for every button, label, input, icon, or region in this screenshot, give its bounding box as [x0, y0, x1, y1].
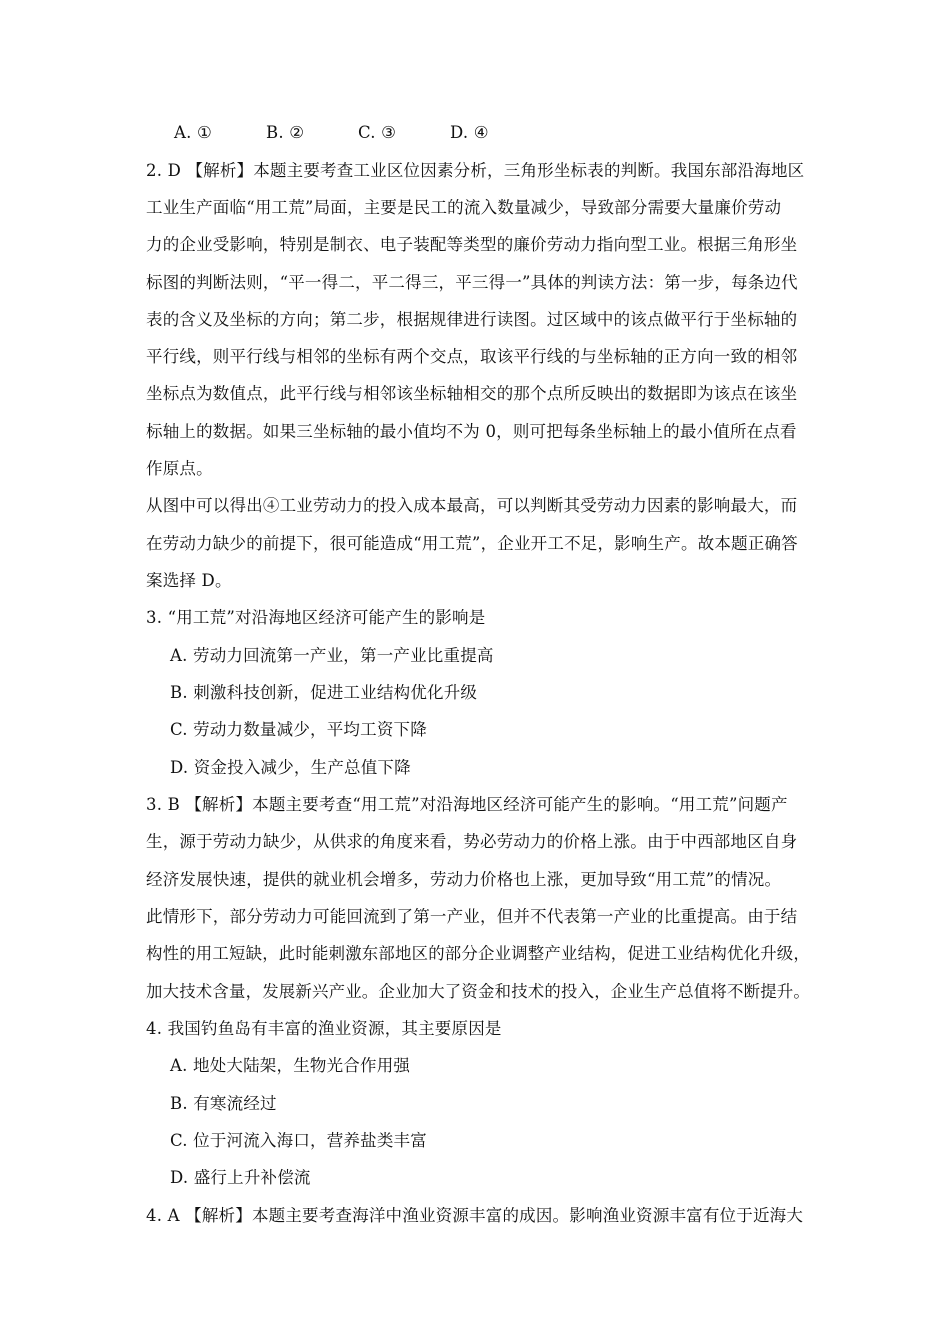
- question4-option-b: B. 有寒流经过: [170, 1094, 277, 1113]
- answer3-line: 加大技术含量，发展新兴产业。企业加大了资金和技术的投入，企业生产总值将不断提升。: [146, 982, 810, 1001]
- question3-option-c: C. 劳动力数量减少，平均工资下降: [170, 720, 427, 739]
- question4-option-d: D. 盛行上升补偿流: [170, 1168, 311, 1187]
- option-a: A. ①: [174, 123, 212, 142]
- answer3-line: 此情形下，部分劳动力可能回流到了第一产业，但并不代表第一产业的比重提高。由于结: [146, 907, 798, 926]
- option-d: D. ④: [450, 123, 489, 142]
- answer2-line: 标轴上的数据。如果三坐标轴的最小值均不为 0，则可把每条坐标轴上的最小值所在点看: [146, 422, 797, 441]
- answer2-line: 坐标点为数值点，此平行线与相邻该坐标轴相交的那个点所反映出的数据即为该点在该坐: [146, 384, 798, 403]
- answer3-line: 构性的用工短缺，此时能刺激东部地区的部分企业调整产业结构，促进工业结构优化升级，: [146, 944, 810, 963]
- answer2-line: 表的含义及坐标的方向；第二步，根据规律进行读图。过区域中的该点做平行于坐标轴的: [146, 310, 798, 329]
- question3-option-d: D. 资金投入减少，生产总值下降: [170, 758, 411, 777]
- question4-stem: 4. 我国钓鱼岛有丰富的渔业资源，其主要原因是: [146, 1019, 502, 1038]
- answer4-line: 4. A 【解析】本题主要考查海洋中渔业资源丰富的成因。影响渔业资源丰富有位于近海大: [146, 1206, 804, 1225]
- answer2-line: 平行线，则平行线与相邻的坐标有两个交点，取该平行线的与坐标轴的正方向一致的相邻: [146, 347, 798, 366]
- answer2-line: 标图的判断法则，“平一得二，平二得三，平三得一”具体的判读方法：第一步，每条边代: [146, 273, 798, 292]
- question4-option-c: C. 位于河流入海口，营养盐类丰富: [170, 1131, 427, 1150]
- answer2-line: 从图中可以得出④工业劳动力的投入成本最高，可以判断其受劳动力因素的影响最大，而: [146, 496, 798, 515]
- option-c: C. ③: [358, 123, 397, 142]
- answer3-line: 生，源于劳动力缺少，从供求的角度来看，势必劳动力的价格上涨。由于中西部地区自身: [146, 832, 798, 851]
- answer2-line: 2. D 【解析】本题主要考查工业区位因素分析，三角形坐标表的判断。我国东部沿海地区: [146, 161, 805, 180]
- question1-options: [174, 122, 838, 144]
- answer2-line: 工业生产面临“用工荒”局面，主要是民工的流入数量减少，导致部分需要大量廉价劳动: [146, 198, 782, 217]
- question4-option-a: A. 地处大陆架，生物光合作用强: [170, 1056, 411, 1075]
- question3-stem: 3. “用工荒”对沿海地区经济可能产生的影响是: [146, 608, 486, 627]
- answer2-line: 案选择 D。: [146, 571, 232, 590]
- answer3-line: 3. B 【解析】本题主要考查“用工荒”对沿海地区经济可能产生的影响。“用工荒”问题产: [146, 795, 788, 814]
- answer2-line: 力的企业受影响，特别是制衣、电子装配等类型的廉价劳动力指向型工业。根据三角形坐: [146, 235, 798, 254]
- answer3-line: 经济发展快速，提供的就业机会增多，劳动力价格也上涨，更加导致“用工荒”的情况。: [146, 870, 782, 889]
- question3-option-b: B. 刺激科技创新，促进工业结构优化升级: [170, 683, 478, 702]
- answer2-line: 作原点。: [146, 459, 213, 478]
- question3-option-a: A. 劳动力回流第一产业，第一产业比重提高: [170, 646, 494, 665]
- answer2-line: 在劳动力缺少的前提下，很可能造成“用工荒”，企业开工不足，影响生产。故本题正确答: [146, 534, 798, 553]
- option-b: B. ②: [266, 123, 305, 142]
